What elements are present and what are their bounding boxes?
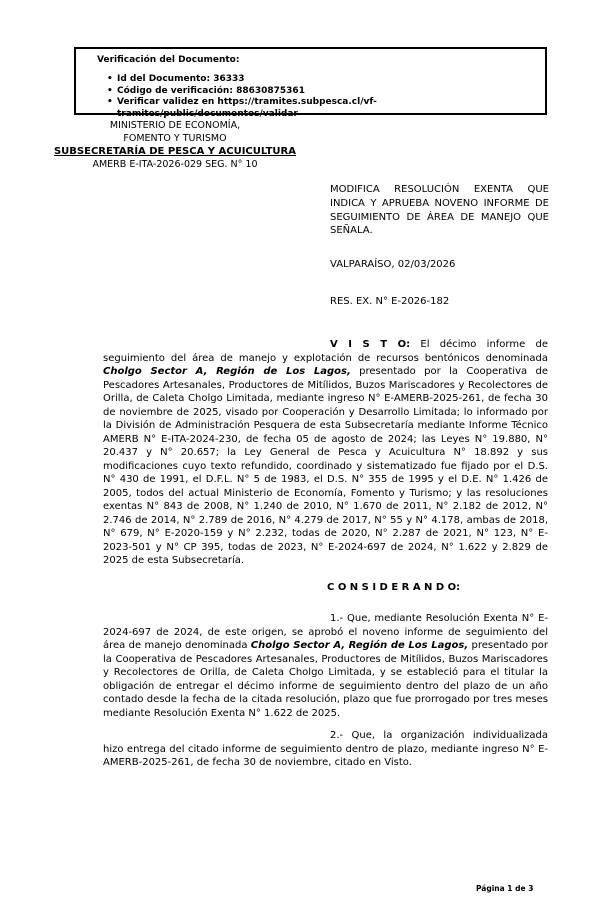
- area-name-emphasis: Cholgo Sector A, Región de Los Lagos,: [103, 366, 351, 377]
- considerando-heading: C O N S I D E R A N D O:: [327, 581, 461, 593]
- subsecretaria-title: SUBSECRETARÍA DE PESCA Y ACUICULTURA: [53, 146, 296, 157]
- verification-code-text: Código de verificación: 88630875361: [117, 85, 305, 96]
- place-and-date: VALPARAÍSO, 02/03/2026: [330, 259, 456, 270]
- visto-label: V I S T O:: [330, 339, 411, 350]
- paragraph-text: Que, la organización individualizada hizo entrega del citado informe de seguimiento dentro de plazo, mediante ingreso N° E-AMERB-2025-261, de fecha 30 de noviembre, citado en Visto.: [103, 730, 548, 768]
- paragraph-number: 2.-: [330, 730, 344, 741]
- verification-box: [74, 47, 547, 119]
- area-name-emphasis: Cholgo Sector A, Región de Los Lagos,: [250, 640, 469, 651]
- visto-text-after: presentado por la Cooperativa de Pescadores Artesanales, Productores de Mitílidos, Buzos Mariscadores y Recolectores de Orilla, de Caleta Cholgo Limitada, mediante ingreso N° E-AMERB-2025-261, de fecha 30 de noviembre de 2025, visado por Cooperación y Desarrollo Limitada; lo informado por la División de Administración Pesquera de esta Subsecretaría mediante Informe Técnico AMERB N° E-ITA-2024-230, de fecha 05 de agosto de 2024; las Leyes N° 19.880, N° 20.437 y N° 20.657; la Ley General de Pesca y Acuicultura N° 18.892 y sus modificaciones cuyo texto refundido, coordinado y sistematizado fue fijado por el D.S. N° 430 de 1991, el D.F.L. N° 5 de 1983, el D.S. N° 355 de 1995 y el D.E. N° 1.426 de 2005, todos del actual Ministerio de Economía, Fomento y Turismo; y las resoluciones exentas N° 843 de 2008, N° 1.240 de 2010, N° 1.670 de 2011, N° 2.182 de 2012, N° 2.746 de 2014, N° 2.789 de 2016, N° 4.279 de 2017, N° 55 y N° 4.178, ambas de 2018, N° 679, N° E-2020-159 y N° 2.232, todas de 2020, N° 2.287 de 2021, N° 123, N° E-2023-501 y N° CP 395, todas de 2023, N° E-2024-697 de 2024, N° 1.622 y 2.829 de 2025 de esta Subsecretaría.: [103, 366, 549, 566]
- bullet-icon: •: [107, 85, 113, 96]
- ministry-line-1: MINISTERIO DE ECONOMÍA,: [109, 120, 241, 131]
- verification-item-document-id: [97, 74, 537, 86]
- visto-text-before: El décimo informe de seguimiento del área de manejo y explotación de recursos bentónicos denominada: [103, 339, 548, 364]
- verification-item-url: [97, 97, 537, 120]
- verification-url-text: Verificar validez en https://tramites.subpesca.cl/vf-tramites/public/documentos/validar: [117, 97, 377, 119]
- ministry-header: [30, 119, 320, 171]
- file-reference: AMERB E-ITA-2026-029 SEG. N° 10: [92, 159, 258, 170]
- verification-title: Verificación del Documento:: [97, 55, 240, 65]
- visto-paragraph: [103, 338, 548, 568]
- bullet-icon: •: [107, 97, 113, 107]
- paragraph-text-before: Que, mediante Resolución Exenta N° E-2024-697 de 2024, de este origen, se aprobó el noveno informe de seguimiento del área de manejo denominada: [103, 613, 548, 651]
- considerando-paragraph-2: [103, 729, 548, 770]
- paragraph-text-after: presentado por la Cooperativa de Pescadores Artesanales, Productores de Mitílidos, Buzos Mariscadores y Recolectores de Orilla, de Caleta Cholgo Limitada, y se estableció para el titular la obligación de entregar el décimo informe de seguimiento dentro del plazo de un año contado desde la fecha de la citada resolución, plazo que fue prorrogado por tres meses mediante Resolución Exenta N° 1.622 de 2025.: [103, 640, 548, 719]
- document-body: [103, 338, 548, 770]
- bullet-icon: •: [107, 74, 113, 84]
- resolution-title: MODIFICA RESOLUCIÓN EXENTA QUE INDICA Y APRUEBA NOVENO INFORME DE SEGUIMIENTO DE ÁREA DE MANEJO QUE SEÑALA.: [330, 184, 549, 237]
- document-id-text: Id del Documento: 36333: [117, 74, 245, 84]
- resolution-number: RES. EX. N° E-2026-182: [330, 296, 450, 307]
- considerando-paragraph-1: [103, 612, 548, 720]
- page-number: Página 1 de 3: [476, 884, 534, 893]
- paragraph-number: 1.-: [330, 613, 344, 624]
- ministry-line-2: FOMENTO Y TURISMO: [123, 133, 227, 144]
- verification-item-code: [97, 86, 537, 98]
